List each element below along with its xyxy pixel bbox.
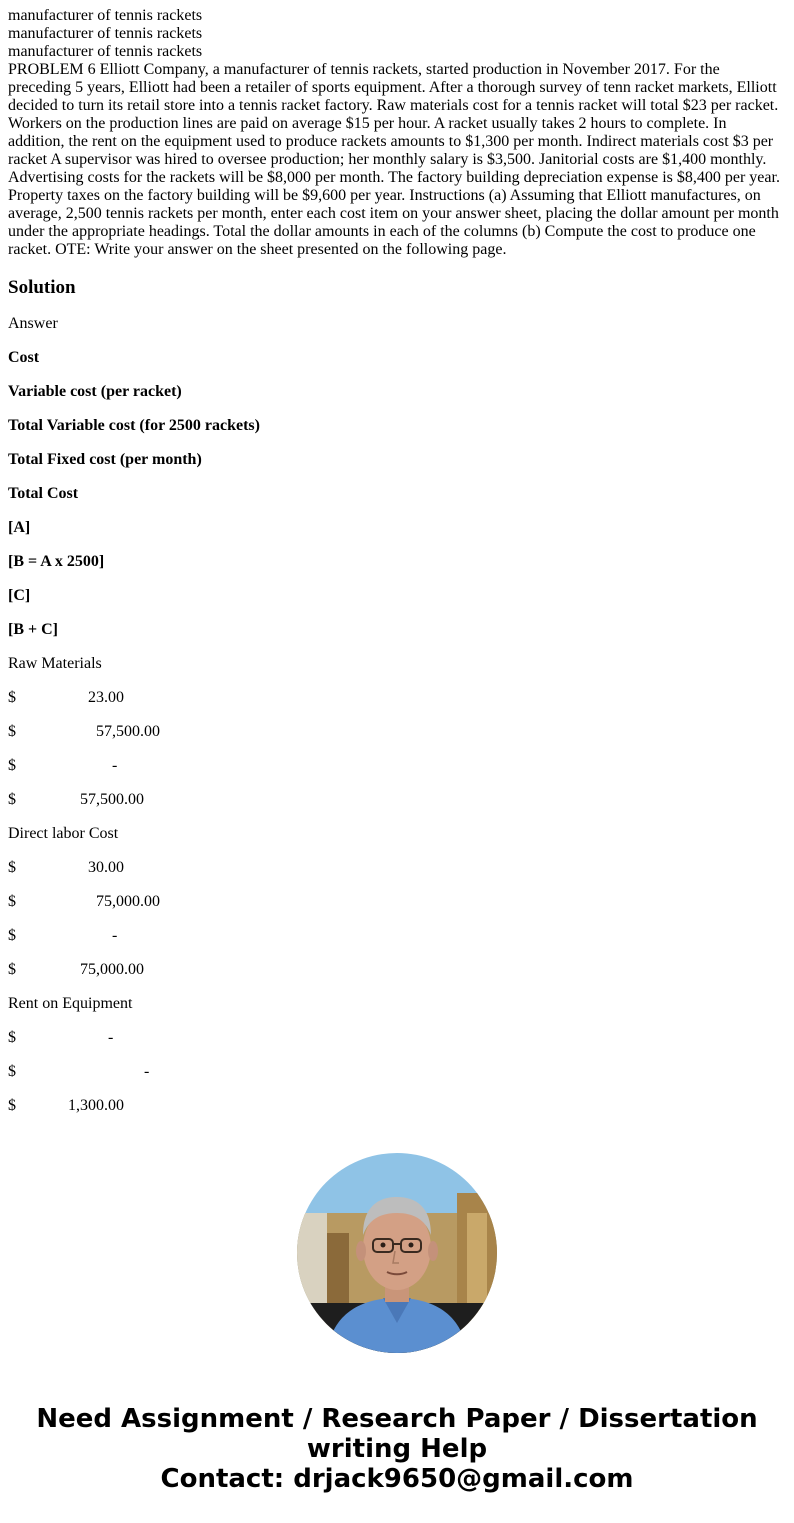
contact-banner [0, 1404, 794, 1494]
banner-line-2: writing Help [306, 1434, 488, 1464]
col-key-a: [A] [8, 519, 31, 536]
row-label-raw-materials: Raw Materials [8, 655, 102, 672]
row-value: $ 57,500.00 [8, 791, 144, 808]
row-value: $ 30.00 [8, 859, 124, 876]
col-header-cost: Cost [8, 349, 40, 366]
header-line: manufacturer of tennis rackets [8, 7, 203, 24]
row-label-direct-labor: Direct labor Cost [8, 825, 119, 842]
row-value: $ 75,000.00 [8, 893, 160, 910]
row-value: $ 75,000.00 [8, 961, 144, 978]
author-photo-icon [297, 1153, 497, 1353]
col-key-b: [B = A x 2500] [8, 553, 105, 570]
row-value: $ - [8, 757, 118, 774]
problem-text: PROBLEM 6 Elliott Company, a manufacturer of tennis rackets, started production in November 2017. For the preceding 5 years, Elliott had been a retailer of sports equipment. After a thorough survey of tenn racket markets, Elliott decided to turn its retail store into a tennis racket factory. Raw materials cost for a tennis racket will total $23 per racket. Workers on the production lines are paid on average $15 per hour. A racket usually takes 2 hours to complete. In addition, the rent on the equipment used to produce rackets amounts to $1,300 per month. Indirect materials cost $3 per racket A supervisor was hired to oversee production; her monthly salary is $3,500. Janitorial costs are $1,400 monthly. Advertising costs for the rackets will be $8,000 per month. The factory building depreciation expense is $8,400 per year. Property taxes on the factory building will be $9,600 per year. Instructions (a) Assuming that Elliott manufactures, on average, 2,500 tennis rackets per month, enter each cost item on your answer sheet, placing the dollar amount per month under the appropriate headings. Total the dollar amounts in each of the columns (b) Compute the cost to produce one racket. OTE: Write your answer on the sheet presented on the following page. [8, 61, 780, 258]
col-header-total-variable: Total Variable cost (for 2500 rackets) [8, 417, 260, 434]
header-line: manufacturer of tennis rackets [8, 43, 203, 60]
col-key-c: [C] [8, 587, 31, 604]
col-header-total-fixed: Total Fixed cost (per month) [8, 451, 202, 468]
header-line: manufacturer of tennis rackets [8, 25, 203, 42]
col-header-total-cost: Total Cost [8, 485, 79, 502]
row-label-rent-equipment: Rent on Equipment [8, 995, 133, 1012]
row-value: $ - [8, 1063, 150, 1080]
solution-heading: Solution [8, 277, 76, 298]
row-value: $ - [8, 1029, 114, 1046]
banner-line-1: Need Assignment / Research Paper / Dissertation [36, 1404, 758, 1434]
col-key-total: [B + C] [8, 621, 58, 638]
row-value: $ 23.00 [8, 689, 124, 706]
row-value: $ 57,500.00 [8, 723, 160, 740]
answer-label: Answer [8, 315, 58, 332]
row-value: $ 1,300.00 [8, 1097, 124, 1114]
col-header-variable-per-racket: Variable cost (per racket) [8, 383, 182, 400]
author-avatar [297, 1153, 497, 1353]
banner-contact[interactable]: Contact: drjack9650@gmail.com [160, 1464, 634, 1494]
row-value: $ - [8, 927, 118, 944]
